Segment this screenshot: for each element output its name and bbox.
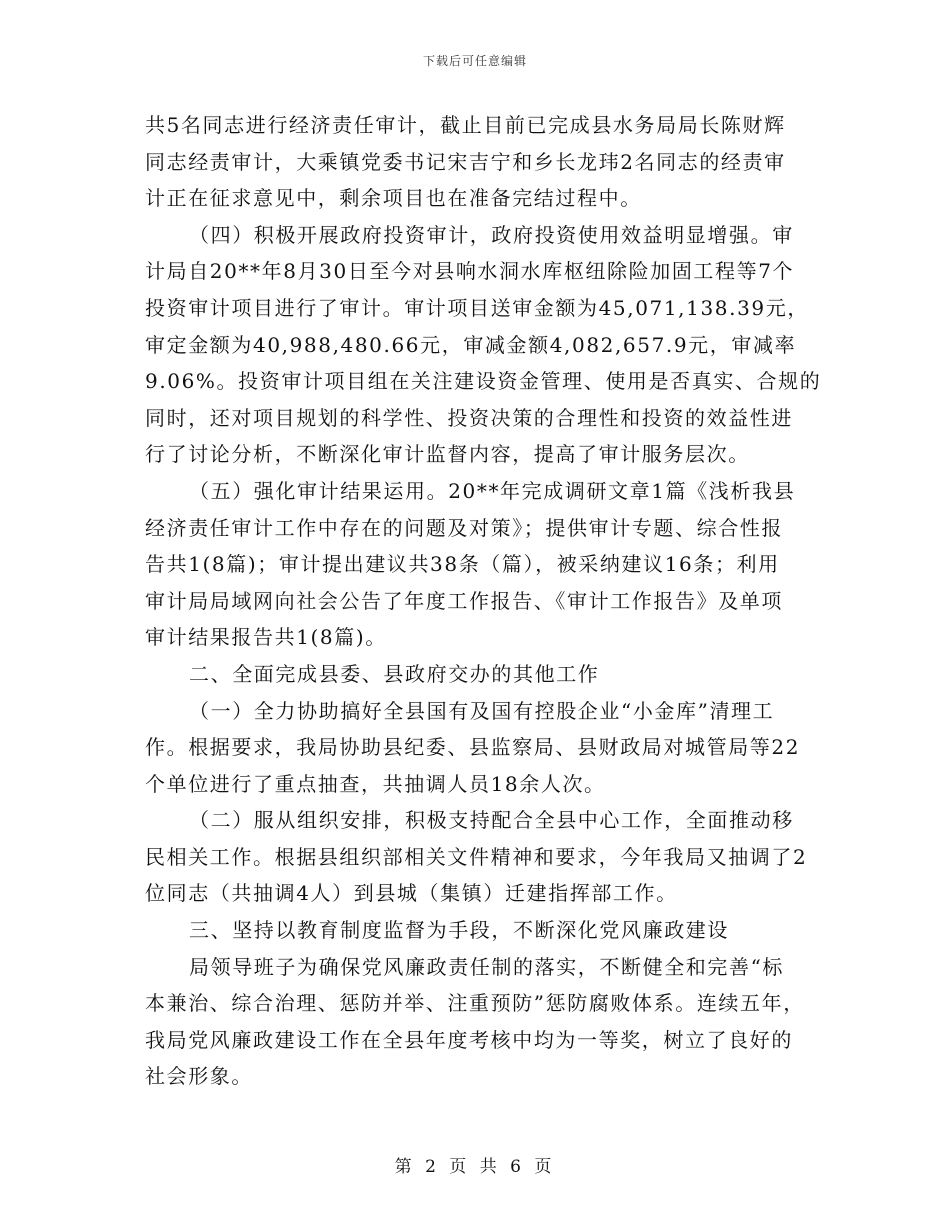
text-line: 审计局局域网向社会公告了年度工作报告、《审计工作报告》及单项 bbox=[145, 588, 783, 613]
text-line: 审计结果报告共1(8篇)。 bbox=[145, 625, 387, 650]
text-line: 局领导班子为确保党风廉政责任制的落实，不断健全和完善“标 bbox=[189, 954, 785, 979]
document-body bbox=[145, 107, 822, 1095]
text-line: 计正在征求意见中，剩余项目也在准备完结过程中。 bbox=[145, 186, 642, 211]
text-line: 个单位进行了重点抽查，共抽调人员18余人次。 bbox=[145, 771, 606, 796]
text-line: 民相关工作。根据县组织部相关文件精神和要求，今年我局又抽调了2 bbox=[145, 844, 808, 869]
text-line: 计局自20**年8月30日至今对县响水洞水库枢纽除险加固工程等7个 bbox=[145, 259, 795, 284]
text-line: （一）全力协助搞好全县国有及国有控股企业“小金库”清理工 bbox=[189, 698, 775, 723]
text-line: （五）强化审计结果运用。20**年完成调研文章1篇《浅析我县 bbox=[189, 478, 796, 503]
text-line: 位同志（共抽调4人）到县城（集镇）迁建指挥部工作。 bbox=[145, 881, 678, 906]
page-header: 下载后可任意编辑 bbox=[422, 54, 527, 68]
text-line: 本兼治、综合治理、惩防并举、注重预防”惩防腐败体系。连续五年， bbox=[145, 991, 805, 1016]
text-line: 三、坚持以教育制度监督为手段，不断深化党风廉政建设 bbox=[189, 918, 729, 943]
text-line: （四）积极开展政府投资审计，政府投资使用效益明显增强。审 bbox=[189, 222, 794, 247]
text-line: （二）服从组织安排，积极支持配合全县中心工作，全面推动移 bbox=[189, 808, 794, 833]
text-line: 共5名同志进行经济责任审计，截止目前已完成县水务局局长陈财辉 bbox=[145, 113, 786, 137]
text-line: 社会形象。 bbox=[145, 1064, 253, 1089]
page-footer: 第 2 页 共 6 页 bbox=[394, 1157, 556, 1177]
text-line: 行了讨论分析，不断深化审计监督内容，提高了审计服务层次。 bbox=[145, 442, 750, 467]
text-line: 投资审计项目进行了审计。审计项目送审金额为45,071,138.39元， bbox=[145, 295, 809, 320]
text-line: 同时，还对项目规划的科学性、投资决策的合理性和投资的效益性进 bbox=[145, 405, 793, 430]
text-line: 作。根据要求，我局协助县纪委、县监察局、县财政局对城管局等22 bbox=[145, 735, 801, 760]
text-line: 经济责任审计工作中存在的问题及对策》；提供审计专题、综合性报 bbox=[145, 515, 783, 540]
text-line: 同志经责审计，大乘镇党委书记宋吉宁和乡长龙玮2名同志的经责审 bbox=[145, 149, 786, 174]
text-line: 告共1(8篇)；审计提出建议共38条（篇），被采纳建议16条；利用 bbox=[145, 552, 780, 577]
text-line: 9.06%。投资审计项目组在关注建设资金管理、使用是否真实、合规的 bbox=[145, 369, 822, 394]
text-line: 二、全面完成县委、县政府交办的其他工作 bbox=[189, 661, 600, 686]
text-line: 审定金额为40,988,480.66元，审减金额4,082,657.9元，审减率 bbox=[145, 332, 797, 357]
text-line: 我局党风廉政建设工作在全县年度考核中均为一等奖，树立了良好的 bbox=[145, 1027, 793, 1052]
